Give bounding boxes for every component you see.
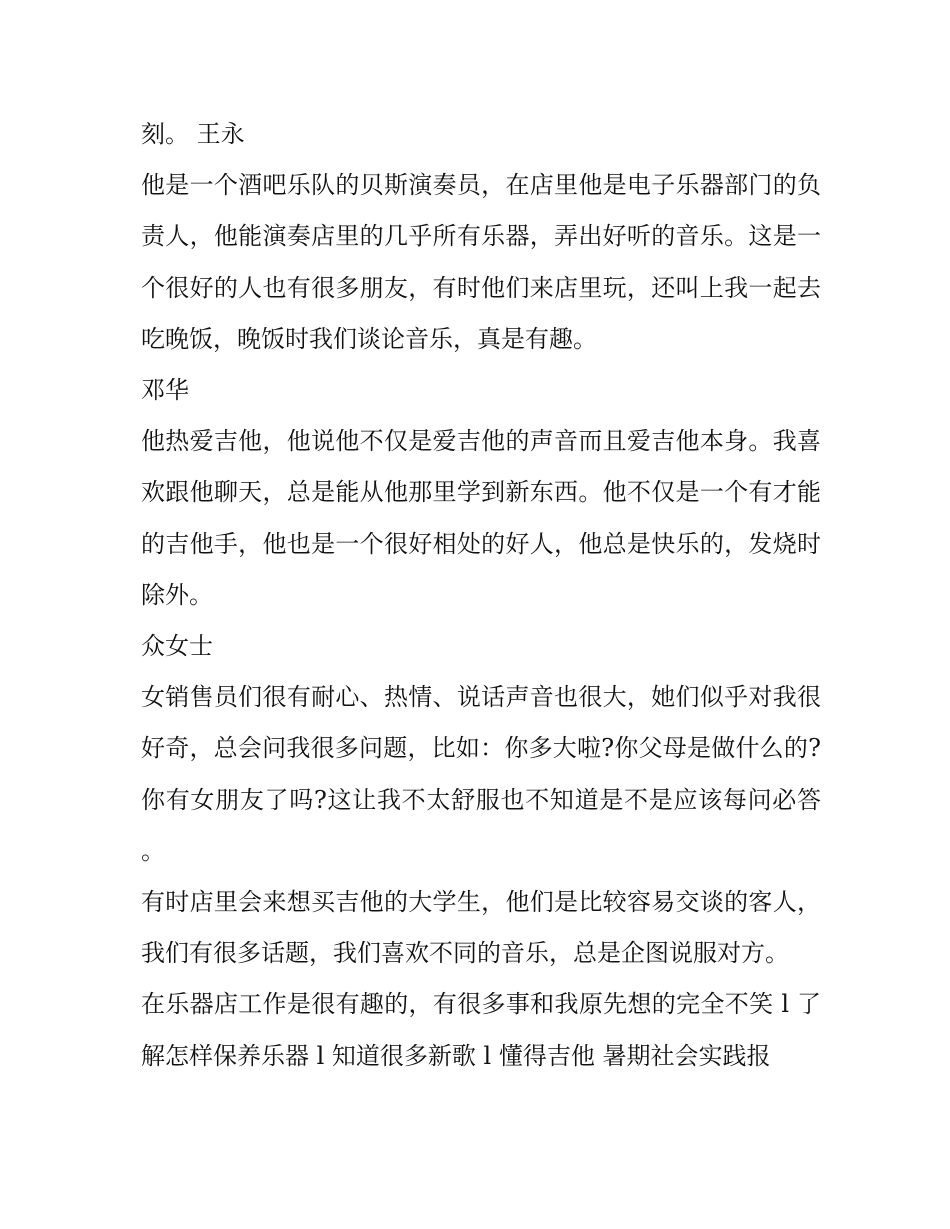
section-heading-ladies: 众女士 <box>141 632 213 661</box>
document-page <box>141 109 821 1082</box>
paragraph-ladies: 女销售员们很有耐心、热情、说话声音也很大，她们似乎对我很好奇，总会问我很多问题，比如：你多大啦?你父母是做什么的?你有女朋友了吗?这让我不太舒服也不知道是不是应该每问必答。 <box>141 683 821 865</box>
text-line-continuation: 刻。 王永 <box>141 120 245 148</box>
paragraph-students: 有时店里会来想买吉他的大学生，他们是比较容易交谈的客人，我们有很多话题，我们喜欢不同的音乐，总是企图说服对方。 <box>141 888 821 968</box>
paragraph-deng-hua: 他热爱吉他，他说他不仅是爱吉他的声音而且爱吉他本身。我喜欢跟他聊天，总是能从他那里学到新东西。他不仅是一个有才能的吉他手，他也是一个很好相处的好人，他总是快乐的，发烧时除外。 <box>141 427 821 609</box>
paragraph-summary: 在乐器店工作是很有趣的，有很多事和我原先想的完全不笑 l 了解怎样保养乐器 l 知道很多新歌 l 懂得吉他 暑期社会实践报 <box>141 990 821 1070</box>
section-heading-deng-hua: 邓华 <box>141 376 189 405</box>
paragraph-wang-yong: 他是一个酒吧乐队的贝斯演奏员，在店里他是电子乐器部门的负责人，他能演奏店里的几乎所有乐器，弄出好听的音乐。这是一个很好的人也有很多朋友，有时他们来店里玩，还叫上我一起去吃晚饭，晚饭时我们谈论音乐，真是有趣。 <box>141 171 821 353</box>
